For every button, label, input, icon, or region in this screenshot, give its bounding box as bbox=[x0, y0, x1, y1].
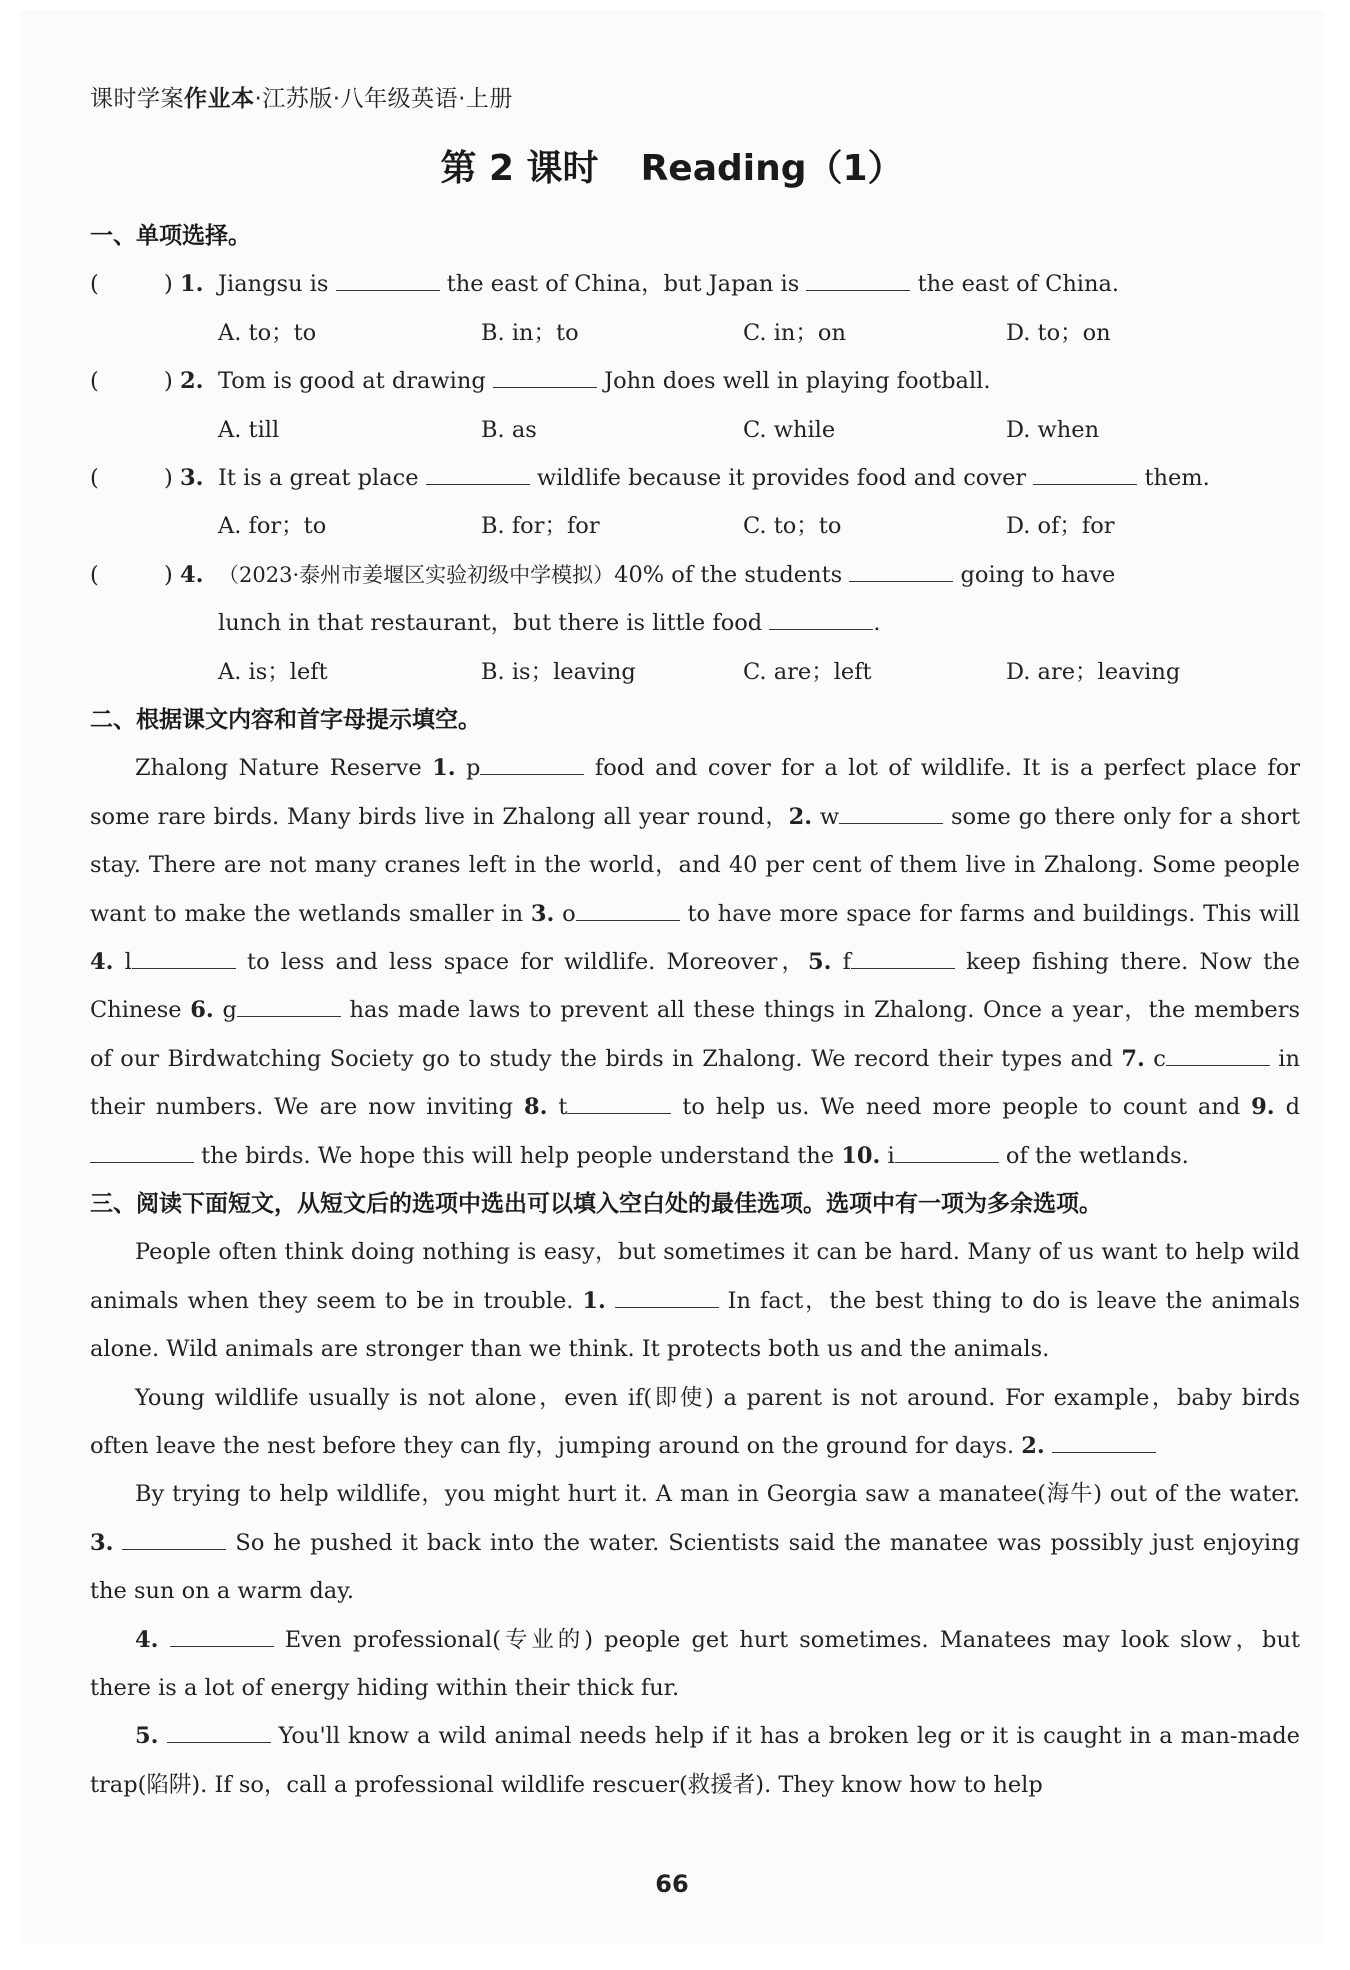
blank[interactable] bbox=[567, 1091, 671, 1114]
blank[interactable] bbox=[132, 946, 236, 969]
blank[interactable] bbox=[806, 268, 910, 291]
answer-bracket-open: ( bbox=[90, 368, 99, 395]
option-a: A. to；to bbox=[218, 319, 317, 346]
option-b: B. as bbox=[481, 416, 537, 443]
blank[interactable] bbox=[122, 1527, 226, 1550]
answer-bracket-close: ) bbox=[164, 561, 173, 588]
page-title bbox=[22, 140, 1322, 191]
question-stem: Jiangsu is the east of China，but Japan is the east of China. bbox=[218, 260, 1119, 308]
blank[interactable] bbox=[90, 1140, 194, 1163]
reading-paragraph-3: By trying to help wildlife，you might hurt it. A man in Georgia saw a manatee(海牛) out of the water. 3. So he pushed it back into the water. Scientists said the manatee was possibly just enjoying the sun on a warm day. bbox=[90, 1481, 1300, 1605]
blank[interactable] bbox=[1166, 1043, 1270, 1066]
answer-bracket-close: ) bbox=[164, 368, 173, 395]
header-book: 作业本 bbox=[184, 86, 255, 112]
reading-paragraph-4: 4. Even professional(专业的) people get hurt sometimes. Manatees may look slow，but there is a lot of energy hiding within their thick fur. bbox=[90, 1616, 1300, 1713]
question-source: （2023·泰州市姜堰区实验初级中学模拟） bbox=[218, 562, 615, 587]
options-row bbox=[90, 406, 1300, 454]
option-b: B. in；to bbox=[481, 319, 579, 346]
blank[interactable] bbox=[493, 365, 597, 388]
question-1 bbox=[90, 260, 1300, 308]
page-number: 66 bbox=[655, 1870, 689, 1898]
reading-paragraph-5: 5. You'll know a wild animal needs help if it has a broken leg or it is caught in a man-made trap(陷阱). If so，call a professional wildlife rescuer(救援者). They know how to help bbox=[90, 1712, 1300, 1809]
blank[interactable] bbox=[851, 946, 955, 969]
blank[interactable] bbox=[1052, 1430, 1156, 1453]
option-c: C. in；on bbox=[743, 319, 846, 346]
option-d: D. of；for bbox=[1006, 513, 1115, 540]
question-number: 3. bbox=[180, 464, 204, 491]
blank[interactable] bbox=[237, 994, 341, 1017]
answer-bracket-open: ( bbox=[90, 271, 99, 298]
blank[interactable] bbox=[426, 462, 530, 485]
options-row bbox=[90, 502, 1300, 550]
option-a: A. for；to bbox=[218, 513, 327, 540]
option-c: C. to；to bbox=[743, 513, 842, 540]
options-row bbox=[90, 648, 1300, 696]
answer-bracket-close: ) bbox=[164, 271, 173, 298]
blank[interactable] bbox=[849, 559, 953, 582]
question-stem: Tom is good at drawing John does well in playing football. bbox=[218, 357, 991, 405]
question-4 bbox=[90, 551, 1300, 599]
header-series: 课时学案 bbox=[90, 86, 184, 112]
question-stem: It is a great place wildlife because it provides food and cover them. bbox=[218, 454, 1210, 502]
reading-paragraph-2: Young wildlife usually is not alone，even if(即使) a parent is not around. For example，baby birds often leave the nest before they can fly，jumping around on the ground for days. 2. bbox=[90, 1384, 1300, 1459]
exercise-content bbox=[90, 212, 1300, 1809]
blank[interactable] bbox=[480, 752, 584, 775]
answer-bracket-open: ( bbox=[90, 464, 99, 491]
question-number: 4. bbox=[180, 561, 204, 588]
question-stem: （2023·泰州市姜堰区实验初级中学模拟）40% of the students going to have bbox=[218, 551, 1115, 599]
section-heading-fill-in: 二、根据课文内容和首字母提示填空。 bbox=[90, 706, 481, 733]
blank[interactable] bbox=[170, 1624, 274, 1647]
option-b: B. is；leaving bbox=[481, 658, 636, 685]
reading-paragraph-1: People often think doing nothing is easy，but sometimes it can be hard. Many of us want to help wild animals when they seem to be in trouble. 1. In fact，the best thing to do is leave the animals alone. Wild animals are stronger than we think. It protects both us and the animals. bbox=[90, 1239, 1300, 1363]
blank[interactable] bbox=[895, 1140, 999, 1163]
option-b: B. for；for bbox=[481, 513, 600, 540]
answer-bracket-close: ) bbox=[164, 464, 173, 491]
option-d: D. to；on bbox=[1006, 319, 1111, 346]
blank[interactable] bbox=[839, 801, 943, 824]
option-a: A. is；left bbox=[218, 658, 328, 685]
lesson-number: 第 2 课时 bbox=[440, 148, 599, 189]
lesson-topic: Reading（1） bbox=[640, 148, 904, 189]
question-3 bbox=[90, 454, 1300, 502]
blank[interactable] bbox=[615, 1285, 719, 1308]
blank[interactable] bbox=[336, 268, 440, 291]
option-d: D. when bbox=[1006, 416, 1100, 443]
cloze-passage: Zhalong Nature Reserve 1. p food and cover for a lot of wildlife. It is a perfect place for some rare birds. Many birds live in Zhalong all year round，2. w some go there only for a short stay. There are not many cranes left in the world，and 40 per cent of them live in Zhalong. Some people want to make the wetlands smaller in 3. o to have more space for farms and buildings. This will 4. l to less and less space for wildlife. Moreover，5. f keep fishing there. Now the Chinese 6. g has made laws to prevent all these things in Zhalong. Once a year，the members of our Birdwatching Society go to study the birds in Zhalong. We record their types and 7. c in their numbers. We are now inviting 8. t to help us. We need more people to count and 9. d the birds. We hope this will help people understand the 10. i of the wetlands. bbox=[90, 744, 1300, 1180]
section-heading-multiple-choice: 一、单项选择。 bbox=[90, 223, 251, 249]
blank[interactable] bbox=[1033, 462, 1137, 485]
question-number: 2. bbox=[180, 368, 204, 395]
option-a: A. till bbox=[218, 416, 280, 443]
option-c: C. are；left bbox=[743, 658, 872, 685]
option-d: D. are；leaving bbox=[1006, 658, 1181, 685]
answer-bracket-open: ( bbox=[90, 561, 99, 588]
header-edition: ·江苏版·八年级英语·上册 bbox=[254, 86, 513, 112]
blank[interactable] bbox=[167, 1720, 271, 1743]
blank[interactable] bbox=[769, 607, 873, 630]
workbook-page bbox=[22, 12, 1322, 1942]
option-c: C. while bbox=[743, 416, 836, 443]
question-number: 1. bbox=[180, 271, 204, 298]
question-4-continued: lunch in that restaurant，but there is little food . bbox=[90, 599, 1300, 647]
question-2 bbox=[90, 357, 1300, 405]
section-heading-reading: 三、阅读下面短文，从短文后的选项中选出可以填入空白处的最佳选项。选项中有一项为多余选项。 bbox=[90, 1190, 1102, 1217]
blank[interactable] bbox=[576, 898, 680, 921]
options-row bbox=[90, 309, 1300, 357]
running-header bbox=[90, 80, 513, 113]
